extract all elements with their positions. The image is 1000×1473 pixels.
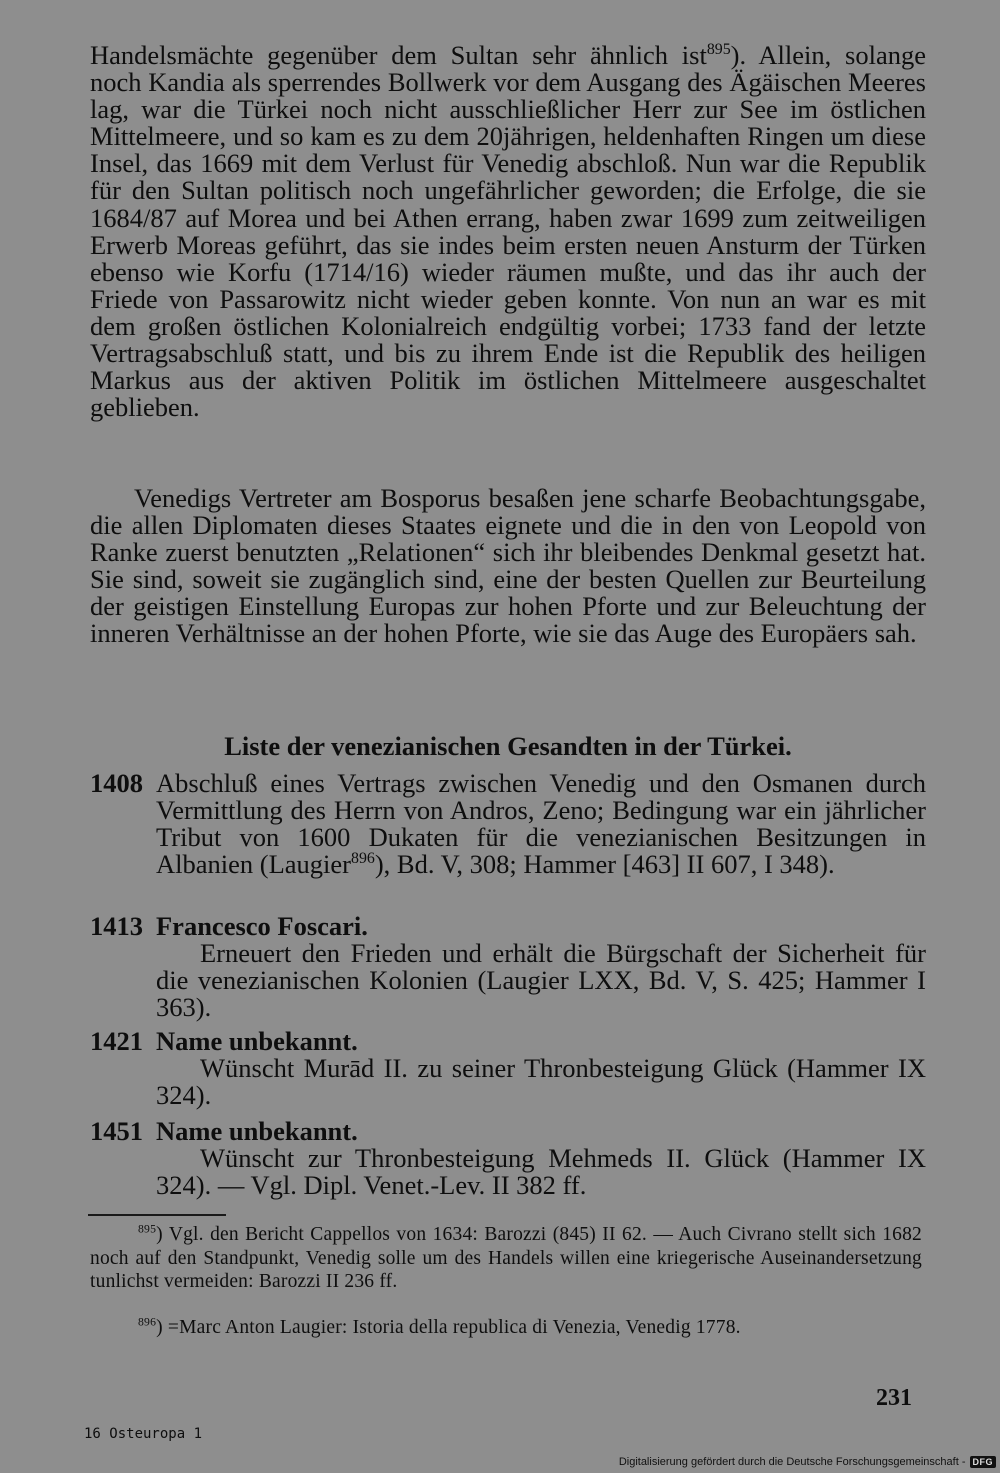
entry-year: 1421 (90, 1026, 143, 1056)
entry-text: Erneuert den Frieden und erhält die Bürgschaft der Sicherheit für die venezianischen Kolonien (Laugier LXX, Bd. V, S. 425; Hammer I 363). (156, 938, 926, 1023)
footnote-896 (90, 1316, 922, 1340)
paragraph-text: Handelsmächte gegenüber dem Sultan sehr ähnlich ist (90, 40, 707, 70)
entry-text-part: ), Bd. V, 308; Hammer [463] II 607, I 348). (374, 849, 835, 880)
footnote-text: ) =Marc Anton Laugier: Istoria della republica di Venezia, Venedig 1778. (156, 1317, 741, 1338)
body-paragraph-2: Venedigs Vertreter am Bosporus besaßen jene scharfe Beobachtungsgabe, die allen Diplomaten dieses Staates eignete und die in den von Leopold von Ranke zuerst benutzten „Relationen“ sich ihr bleibendes Denkmal gesetzt hat. Sie sind, soweit sie zugänglich sind, eine der besten Quellen zur Beurteilung der geistigen Einstellung Europas zur hohen Pforte und zur Beleuchtung der inneren Verhältnisse an der hohen Pforte, wie sie das Auge des Europäers sah. (90, 483, 926, 649)
funding-text: Digitalisierung gefördert durch die Deutsche Forschungsgemeinschaft - (618, 1455, 966, 1468)
dfg-logo[interactable]: DFG (970, 1456, 997, 1468)
footnote-divider (88, 1214, 226, 1216)
entry-year: 1408 (90, 768, 143, 798)
page-number: 231 (876, 1385, 912, 1411)
envoy-entry-1413 (90, 913, 926, 1021)
printer-signature: 16 Osteuropa 1 (84, 1426, 203, 1442)
footnote-number: 895 (138, 1222, 157, 1236)
envoy-entry-1408 (90, 770, 926, 878)
paragraph-text-continued: ). Allein, solange noch Kandia als sperrendes Bollwerk vor dem Ausgang des Ägäischen Meeres lag, war die Türkei noch nicht ausschließlicher Herr zur See im östlichen Mittelmeere, und so kam es zu dem 20jährigen, heldenhaften Ringen um diese Insel, das 1669 mit dem Verlust für Venedig abschloß. Nun war die Republik für den Sultan politisch noch ungefährlicher geworden; die Erfolge, die sie 1684/87 auf Morea und bei Athen errang, haben zwar 1699 zum zeitweiligen Erwerb Moreas geführt, das sie indes beim ersten neuen Ansturm der Türken ebenso wie Korfu (1714/16) wieder räumen mußte, und das ihr auch der Friede von Passarowitz nicht wieder geben konnte. Von nun an war es mit dem großen östlichen Kolonialreich endgültig vorbei; 1733 fand der letzte Vertragsabschluß statt, und bis zu ihrem Ende ist die Republik des heiligen Markus aus der aktiven Politik im östlichen Mittelmeere ausgeschaltet geblieben. (90, 40, 926, 423)
footnote-ref-896[interactable]: 896 (351, 850, 375, 868)
footnote-number: 896 (138, 1315, 157, 1329)
entry-year: 1451 (90, 1116, 143, 1146)
envoy-entry-1451 (90, 1118, 926, 1199)
envoy-name: Name unbekannt. (156, 1116, 358, 1146)
entry-text: Wünscht Murād II. zu seiner Thronbesteigung Glück (Hammer IX 324). (156, 1053, 926, 1111)
list-heading: Liste der venezianischen Gesandten in der Türkei. (224, 731, 792, 761)
body-paragraph-1 (90, 42, 926, 421)
envoy-name: Francesco Foscari. (156, 911, 368, 941)
entry-text (156, 770, 926, 878)
funding-note (619, 1452, 996, 1471)
entry-text: Wünscht zur Thronbesteigung Mehmeds II. Glück (Hammer IX 324). — Vgl. Dipl. Venet.-Lev. II 382 ff. (156, 1143, 926, 1201)
footnote-895 (90, 1223, 922, 1294)
footnote-text: ) Vgl. den Bericht Cappellos von 1634: Barozzi (845) II 62. — Auch Civrano stellt sich 1682 noch auf den Standpunkt, Venedig solle um des Handels willen eine kriegerische Auseinandersetzung tunlichst vermeiden: Barozzi II 236 ff. (90, 1224, 922, 1292)
footnote-ref-895[interactable]: 895 (706, 41, 731, 59)
entry-text-part: Abschluß eines Vertrags zwischen Venedig und den Osmanen durch Vermittlung des Herrn von Andros, Zeno; Bedingung war ein jährlicher Tribut von 1600 Dukaten für die venezianischen Besitzungen in Albanien (Laugier (156, 768, 926, 880)
envoy-name: Name unbekannt. (156, 1026, 358, 1056)
envoy-entry-1421 (90, 1028, 926, 1109)
entry-year: 1413 (90, 911, 143, 941)
